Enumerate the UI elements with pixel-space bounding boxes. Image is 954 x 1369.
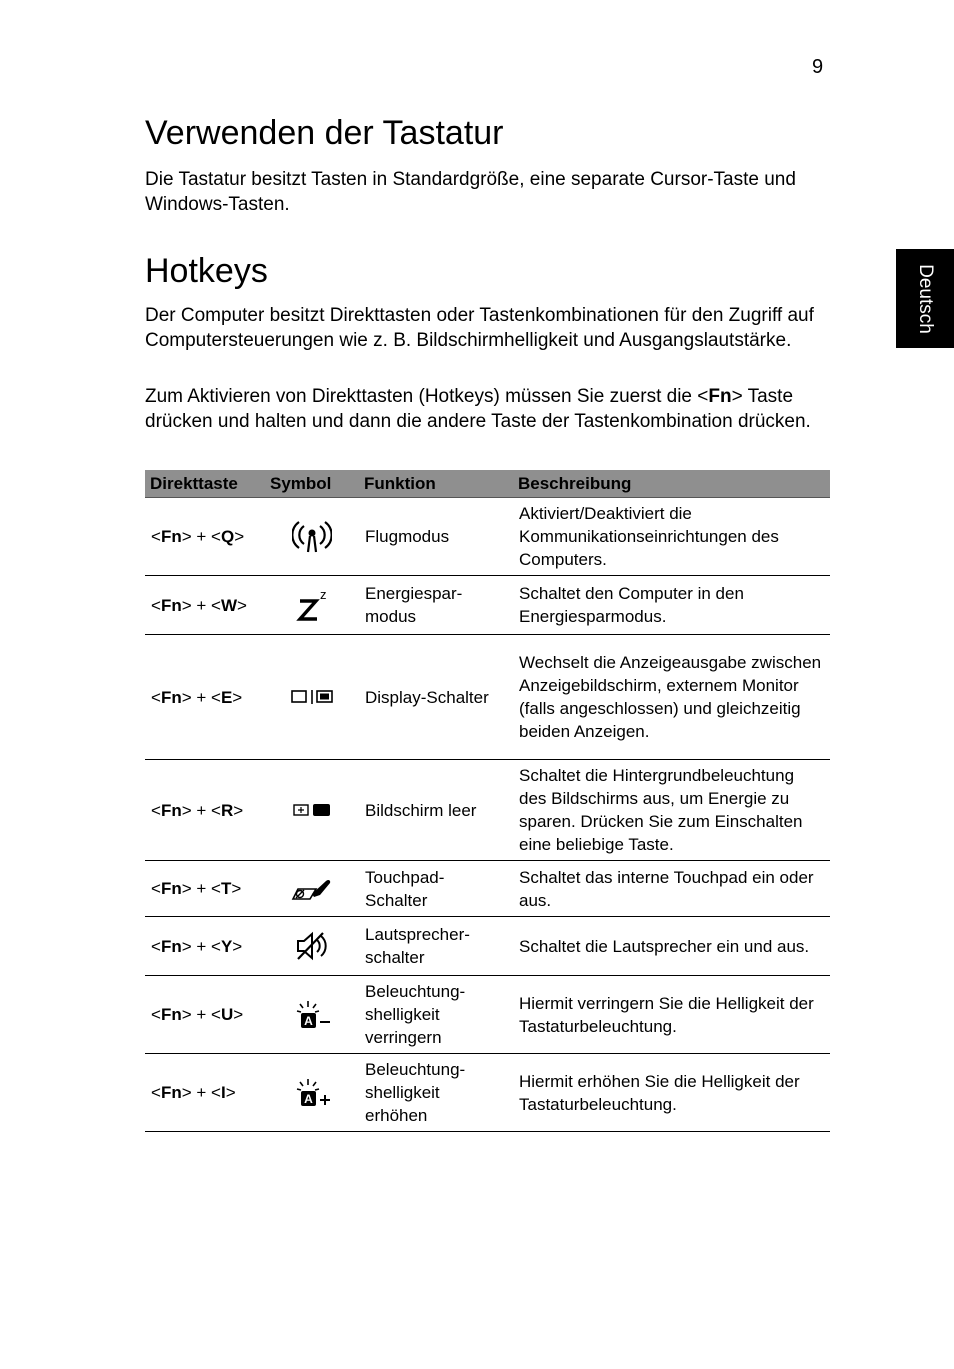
table-row [145, 635, 830, 760]
fn-key: Fn [160, 800, 182, 820]
hotkey-description: Hiermit erhöhen Sie die Helligkeit der Tastaturbeleuchtung. [513, 1054, 830, 1132]
table-row [145, 498, 830, 576]
table-row [145, 917, 830, 976]
keyboard-backlight-up-icon [265, 1054, 359, 1132]
hotkey-description: Schaltet den Computer in den Energiesparmodus. [513, 576, 830, 635]
fn-key: Fn [160, 1083, 182, 1102]
hotkey-combination: <Fn> + <T> [145, 861, 265, 917]
hotkey-letter: Y [220, 936, 233, 956]
hotkey-letter: I [220, 1083, 226, 1102]
hotkey-combination: <Fn> + <I> [145, 1054, 265, 1132]
usage-text-start: Zum Aktivieren von Direkttasten (Hotkeys) müssen Sie zuerst die < [145, 386, 709, 407]
hotkey-function: Bildschirm leer [359, 760, 513, 861]
header-beschreibung: Beschreibung [513, 470, 830, 498]
table-row [145, 976, 830, 1054]
hotkeys-intro: Der Computer besitzt Direkttasten oder Tastenkombinationen für den Zugriff auf Computersteuerungen wie z. B. Bildschirmhelligkeit und Ausgangslautstärke. [145, 305, 814, 351]
hotkey-function: Touchpad- Schalter [359, 861, 513, 917]
fn-key-label: Fn [708, 386, 732, 407]
section-title-keyboard: Verwenden der Tastatur [145, 114, 504, 152]
keyboard-backlight-down-icon [265, 976, 359, 1054]
hotkey-table [145, 470, 830, 1132]
touchpad-toggle-icon [265, 861, 359, 917]
hotkey-function: Energiespar- modus [359, 576, 513, 635]
hotkey-description: Schaltet das interne Touchpad ein oder aus. [513, 861, 830, 917]
section-title-hotkeys: Hotkeys [145, 252, 268, 290]
hotkey-function: Beleuchtung- shelligkeit erhöhen [359, 1054, 513, 1132]
hotkey-combination: <Fn> + <Q> [145, 498, 265, 576]
sleep-icon [265, 576, 359, 635]
hotkey-function: Display-Schalter [359, 635, 513, 760]
fn-key: Fn [160, 595, 182, 615]
hotkeys-usage [145, 384, 830, 434]
airplane-mode-icon [265, 498, 359, 576]
hotkey-function: Flugmodus [359, 498, 513, 576]
hotkey-description: Schaltet die Hintergrundbeleuchtung des Bildschirms aus, um Energie zu sparen. Drücken Sie zum Einschalten eine beliebige Taste. [513, 760, 830, 861]
hotkey-combination: <Fn> + <U> [145, 976, 265, 1054]
table-row [145, 861, 830, 917]
header-symbol: Symbol [265, 470, 359, 498]
header-funktion: Funktion [359, 470, 513, 498]
hotkey-combination: <Fn> + <W> [145, 576, 265, 635]
keyboard-description: Die Tastatur besitzt Tasten in Standardgröße, eine separate Cursor-Taste und Windows-Tasten. [145, 169, 796, 215]
hotkey-description: Wechselt die Anzeigeausgabe zwischen Anzeigebildschirm, externem Monitor (falls angeschlossen) und gleichzeitig beiden Anzeigen. [513, 635, 830, 760]
screen-blank-icon [265, 760, 359, 861]
hotkey-letter: W [220, 595, 237, 615]
hotkey-function: Lautsprecher- schalter [359, 917, 513, 976]
table-header-row [145, 470, 830, 498]
fn-key: Fn [160, 687, 182, 707]
hotkey-letter: Q [220, 527, 235, 546]
table-row [145, 576, 830, 635]
svg-text:z: z [320, 587, 327, 602]
svg-text:A: A [304, 1013, 313, 1028]
hotkey-description: Schaltet die Lautsprecher ein und aus. [513, 917, 830, 976]
hotkey-combination: <Fn> + <Y> [145, 917, 265, 976]
speaker-mute-icon [265, 917, 359, 976]
usage-text-end: > Taste drücken und halten und dann die andere Taste der Tastenkombination drücken. [145, 386, 811, 432]
display-toggle-icon [265, 635, 359, 760]
fn-key: Fn [160, 879, 182, 898]
hotkey-letter: R [220, 800, 234, 820]
hotkey-letter: E [220, 687, 233, 707]
language-tab [896, 249, 954, 348]
fn-key: Fn [160, 527, 182, 546]
header-direkttaste: Direkttaste [145, 470, 265, 498]
hotkey-combination: <Fn> + <E> [145, 635, 265, 760]
fn-key: Fn [160, 1005, 182, 1024]
hotkey-letter: T [220, 879, 232, 898]
language-tab-label: Deutsch [915, 263, 936, 334]
hotkey-description: Aktiviert/Deaktiviert die Kommunikationseinrichtungen des Computers. [513, 498, 830, 576]
hotkey-function: Beleuchtung- shelligkeit verringern [359, 976, 513, 1054]
table-row [145, 1054, 830, 1132]
hotkey-description: Hiermit verringern Sie die Helligkeit der Tastaturbeleuchtung. [513, 976, 830, 1054]
fn-key: Fn [160, 936, 182, 956]
hotkey-combination: <Fn> + <R> [145, 760, 265, 861]
page-number: 9 [812, 56, 824, 78]
hotkey-letter: U [220, 1005, 234, 1024]
table-row [145, 760, 830, 861]
svg-text:A: A [304, 1091, 313, 1106]
